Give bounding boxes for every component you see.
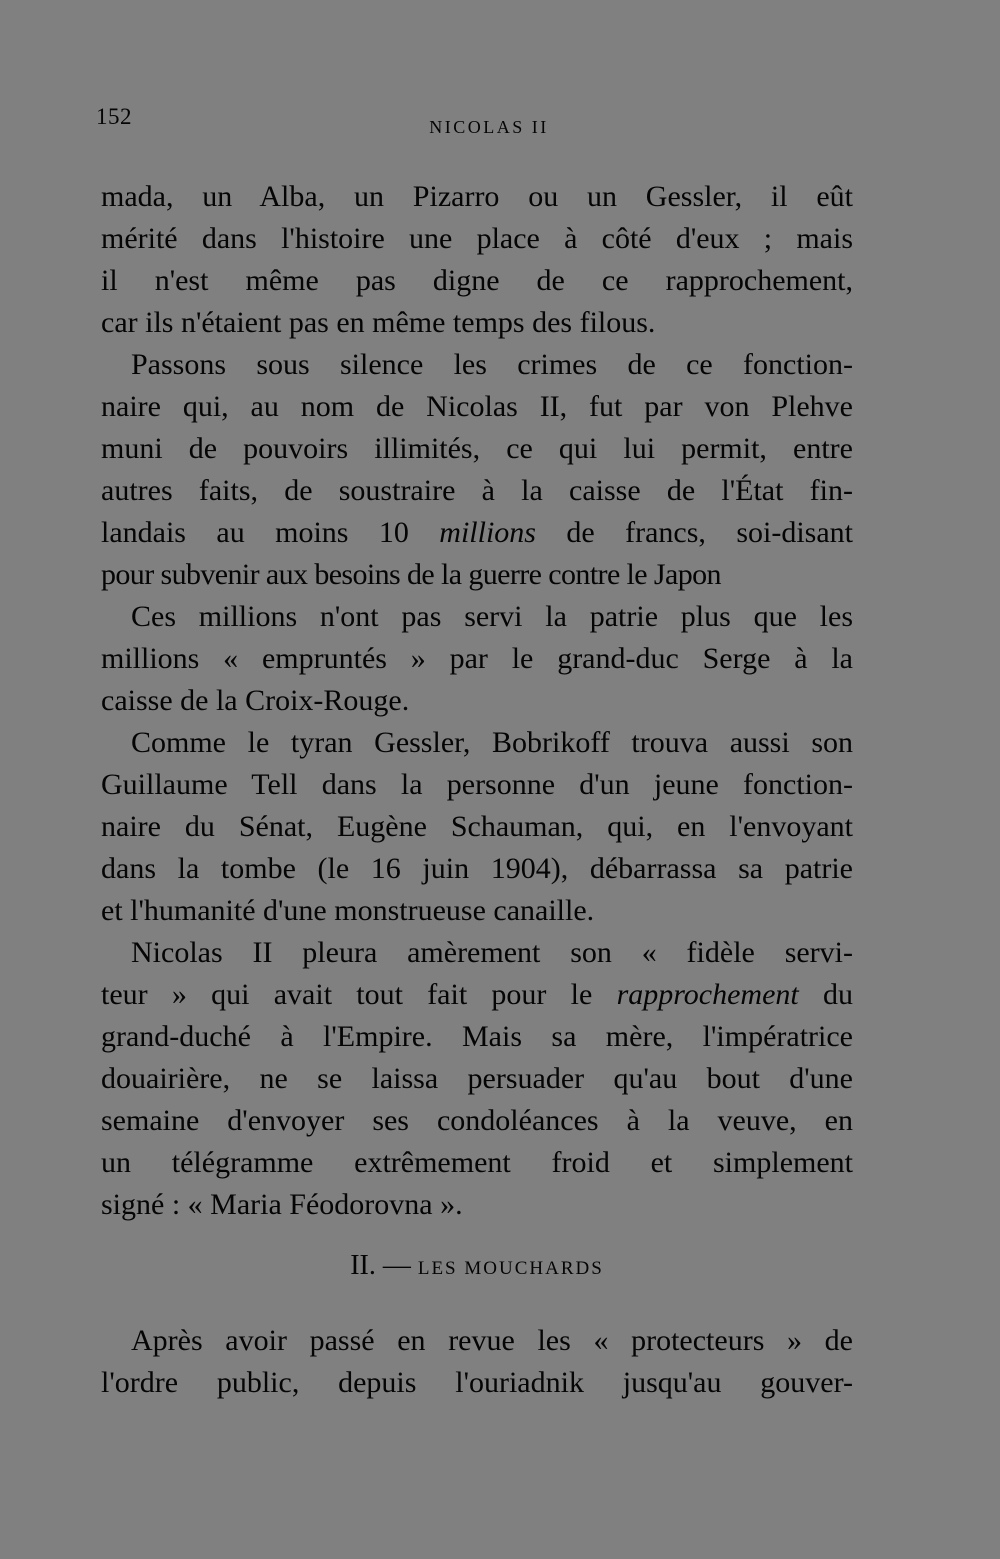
body-text bbox=[101, 176, 853, 1404]
page-number: 152 bbox=[96, 104, 132, 129]
text-line: Comme le tyran Gessler, Bobrikoff trouva aussi son bbox=[131, 726, 853, 759]
text-line bbox=[101, 974, 853, 1016]
text-line: dans la tombe (le 16 juin 1904), débarrassa sa patrie bbox=[101, 852, 853, 885]
text-run: teur » qui avait tout fait pour le bbox=[101, 978, 617, 1011]
text-line: Passons sous silence les crimes de ce fonction- bbox=[131, 348, 853, 381]
text-run: landais au moins 10 bbox=[101, 516, 440, 549]
text-line: il n'est même pas digne de ce rapprochement, bbox=[101, 264, 853, 297]
text-line: un télégramme extrêmement froid et simplement bbox=[101, 1146, 853, 1179]
paragraph bbox=[101, 722, 853, 932]
italic-word: rapprochement bbox=[616, 978, 799, 1011]
text-line: pour subvenir aux besoins de la guerre contre le Japon bbox=[101, 558, 721, 591]
text-line: douairière, ne se laissa persuader qu'au bout d'une bbox=[101, 1062, 853, 1095]
text-line: naire qui, au nom de Nicolas II, fut par von Plehve bbox=[101, 390, 853, 423]
text-line: Après avoir passé en revue les « protecteurs » de bbox=[131, 1324, 853, 1357]
text-line: muni de pouvoirs illimités, ce qui lui permit, entre bbox=[101, 432, 853, 465]
text-line: autres faits, de soustraire à la caisse de l'État fin- bbox=[101, 474, 853, 507]
text-line: Guillaume Tell dans la personne d'un jeune fonction- bbox=[101, 768, 853, 801]
text-line: millions « empruntés » par le grand-duc Serge à la bbox=[101, 642, 853, 675]
section-title: LES MOUCHARDS bbox=[417, 1258, 604, 1279]
section-dash: — bbox=[382, 1250, 411, 1281]
running-head bbox=[96, 104, 854, 144]
text-line: signé : « Maria Féodorovna ». bbox=[101, 1188, 463, 1221]
paragraph bbox=[101, 176, 853, 344]
text-run: du bbox=[798, 978, 853, 1011]
section-number: II. bbox=[350, 1250, 376, 1281]
section-heading bbox=[101, 1226, 853, 1320]
text-line: car ils n'étaient pas en même temps des filous. bbox=[101, 306, 656, 339]
text-line: caisse de la Croix-Rouge. bbox=[101, 684, 410, 717]
text-line: naire du Sénat, Eugène Schauman, qui, en l'envoyant bbox=[101, 810, 853, 843]
text-line: Ces millions n'ont pas servi la patrie plus que les bbox=[131, 600, 853, 633]
text-line bbox=[101, 512, 853, 554]
paragraph bbox=[101, 932, 853, 1226]
text-line: semaine d'envoyer ses condoléances à la veuve, en bbox=[101, 1104, 853, 1137]
text-line: Nicolas II pleura amèrement son « fidèle servi- bbox=[131, 936, 853, 969]
italic-word: millions bbox=[439, 516, 536, 549]
paragraph bbox=[101, 1320, 853, 1404]
text-line: l'ordre public, depuis l'ouriadnik jusqu'au gouver- bbox=[101, 1366, 853, 1399]
text-run: de francs, soi-disant bbox=[535, 516, 853, 549]
text-line: et l'humanité d'une monstrueuse canaille. bbox=[101, 894, 595, 927]
paragraph bbox=[101, 344, 853, 596]
text-line: mérité dans l'histoire une place à côté d'eux ; mais bbox=[101, 222, 853, 255]
text-line: mada, un Alba, un Pizarro ou un Gessler, il eût bbox=[101, 180, 853, 213]
running-title: NICOLAS II bbox=[429, 117, 549, 137]
paragraph bbox=[101, 596, 853, 722]
text-line: grand-duché à l'Empire. Mais sa mère, l'impératrice bbox=[101, 1020, 853, 1053]
